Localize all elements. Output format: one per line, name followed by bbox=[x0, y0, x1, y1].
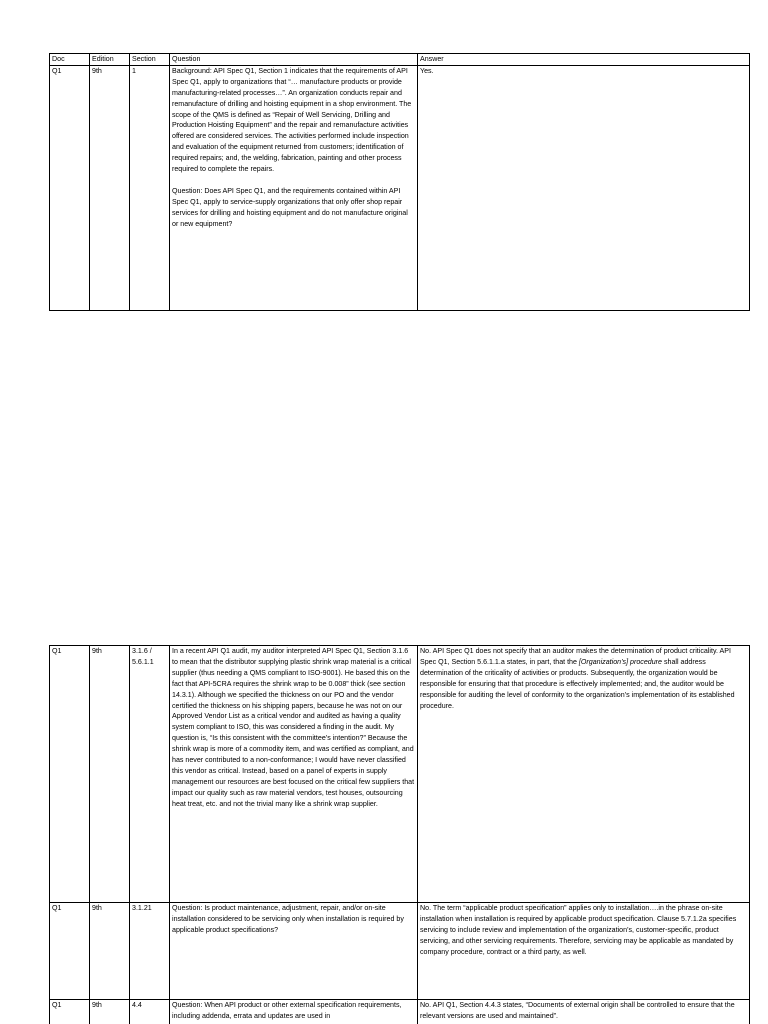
cell-section: 3.1.21 bbox=[130, 903, 170, 1000]
cell-question: In a recent API Q1 audit, my auditor interpreted API Spec Q1, Section 3.1.6 to mean that the distributor supplying plastic shrink wrap material is a critical supplier (thus needing a QMS compliant to ISO-9001). He based this on the fact that API-5CRA requires the shrink wrap to be 0.008” thick (see section 14.3.1). Although we specified the thickness on our PO and the vendor certified the thickness on his shipping papers, because he was not on our Approved Vendor List as a critical vendor and audited as having a quality system compliant to ISO, this was considered a finding in the audit. My question is, “Is this consistent with the committee’s intention?” Because the shrink wrap is more of a commodity item, and was certified as compliant, and has never contributed to a non-conformance; I would have never classified this vendor as critical. Instead, based on a panel of experts in supply management our resources are best focused on the critical few suppliers that impact our quality such as raw material vendors, test houses, outsourcing heat treat, etc. and not the trivial many like a shrink wrap supplier. bbox=[170, 646, 418, 903]
cell-question bbox=[170, 65, 418, 310]
cell-edition: 9th bbox=[90, 1000, 130, 1024]
question-text: Question: Does API Spec Q1, and the requirements contained within API Spec Q1, apply to service-supply organizations that only offer shop repair services for drilling and hoisting equipment and do not manufacture original or new equipment? bbox=[172, 186, 408, 228]
cell-edition: 9th bbox=[90, 903, 130, 1000]
cell-answer bbox=[418, 646, 750, 903]
answer-text-italic: [Organization’s] procedure bbox=[578, 657, 662, 666]
cell-answer: No. API Q1, Section 4.4.3 states, “Documents of external origin shall be controlled to ensure that the relevant versions are used and maintained”. bbox=[418, 1000, 750, 1024]
cell-edition: 9th bbox=[90, 646, 130, 903]
faq-table-bottom bbox=[49, 645, 750, 1024]
header-answer: Answer bbox=[418, 54, 750, 66]
cell-section: 3.1.6 / 5.6.1.1 bbox=[130, 646, 170, 903]
answer-text-start: No. API Spec Q1 does not specify that an auditor makes the determination of product criticality. API Spec Q1, Section 5.6.1.1.a states, in part, that the bbox=[420, 647, 731, 666]
cell-question: Question: Is product maintenance, adjustment, repair, and/or on-site installation considered to be servicing only when installation is required by applicable product specifications? bbox=[170, 903, 418, 1000]
question-background: Background: API Spec Q1, Section 1 indicates that the requirements of API Spec Q1, apply to organizations that “… manufacture products or provide manufacturing-related processes…”. An organization conducts repair and remanufacture of drilling and hoisting equipment in a shop environment. The scope of the QMS is defined as “Repair of Well Servicing, Drilling and Production Hoisting Equipment” and the repair and remanufacture activities offered are considered services. The activities performed include inspection and evaluation of the equipment returned from customers; identification of required repairs; and, the welding, fabrication, painting and other process required to complete the repairs. bbox=[172, 66, 412, 174]
cell-doc: Q1 bbox=[50, 65, 90, 310]
table-row bbox=[50, 646, 750, 903]
cell-doc: Q1 bbox=[50, 903, 90, 1000]
cell-section: 4.4 bbox=[130, 1000, 170, 1024]
table-row bbox=[50, 1000, 750, 1024]
table-row bbox=[50, 65, 750, 310]
cell-doc: Q1 bbox=[50, 1000, 90, 1024]
faq-table-top bbox=[49, 53, 750, 311]
answer-text-end: shall address determination of the criticality of activities or products. Subsequently, the organization would be responsible for ensuring that that procedure is effectively implemented; and, the auditor would be responsible for auditing the level of conformity to the organization’s implementation of its established procedure. bbox=[420, 657, 735, 710]
cell-edition: 9th bbox=[90, 65, 130, 310]
cell-doc: Q1 bbox=[50, 646, 90, 903]
table-row bbox=[50, 903, 750, 1000]
cell-answer: Yes. bbox=[418, 65, 750, 310]
cell-section: 1 bbox=[130, 65, 170, 310]
table-header-row bbox=[50, 54, 750, 66]
header-doc: Doc bbox=[50, 54, 90, 66]
cell-question: Question: When API product or other external specification requirements, including addenda, errata and updates are used in bbox=[170, 1000, 418, 1024]
header-question: Question bbox=[170, 54, 418, 66]
cell-answer: No. The term “applicable product specification” applies only to installation….in the phrase on-site installation when installation is required by applicable product specification. Clause 5.7.1.2a specifies servicing to include review and implementation of the organization’s, customer-specific, product servicing, and other servicing requirements. Therefore, servicing may be applicable as mandated by company procedure, contract or a third party, as well. bbox=[418, 903, 750, 1000]
header-section: Section bbox=[130, 54, 170, 66]
header-edition: Edition bbox=[90, 54, 130, 66]
